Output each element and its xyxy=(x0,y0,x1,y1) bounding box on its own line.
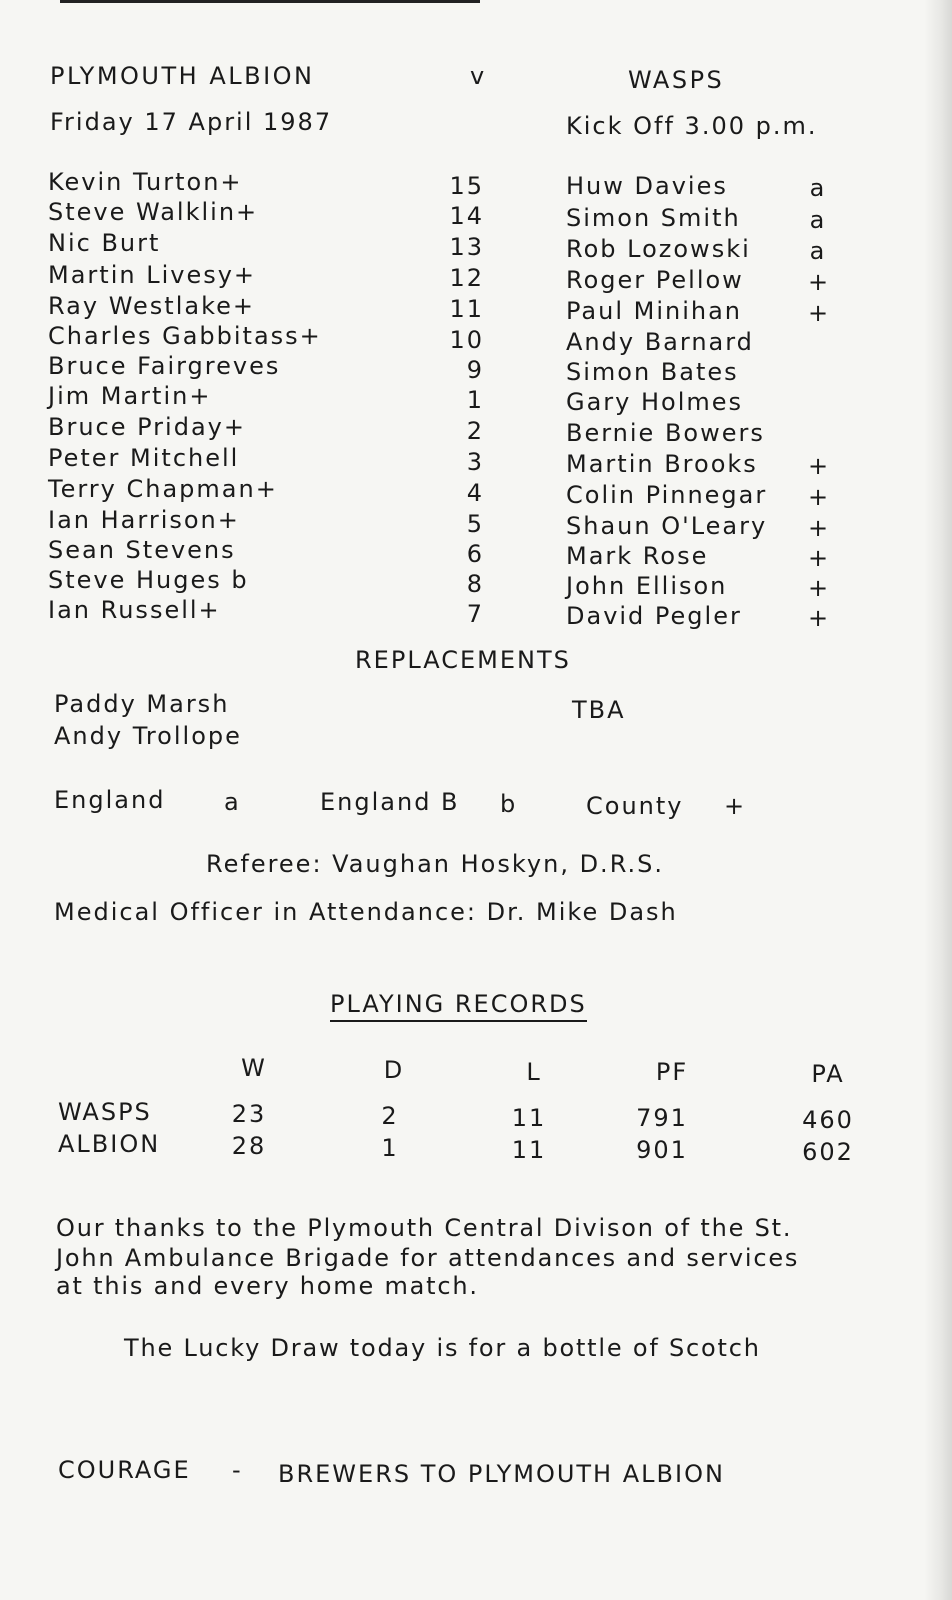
record-drawn: 1 xyxy=(381,1134,399,1162)
col-header-drawn: D xyxy=(383,1056,405,1084)
away-player: Paul Minihan xyxy=(566,297,742,325)
match-date: Friday 17 April 1987 xyxy=(50,108,333,136)
position-number: 9 xyxy=(466,356,484,384)
position-number: 14 xyxy=(449,202,484,230)
away-player: Shaun O'Leary xyxy=(566,512,768,540)
thanks-line: Our thanks to the Plymouth Central Divison of the St. xyxy=(56,1214,793,1242)
position-number: 15 xyxy=(449,172,484,200)
away-honour-mark: + xyxy=(808,574,831,602)
away-player: Mark Rose xyxy=(566,542,709,570)
home-player: Ian Harrison+ xyxy=(48,506,240,534)
away-player: Roger Pellow xyxy=(566,266,744,294)
home-player: Martin Livesy+ xyxy=(48,261,257,289)
away-honour-mark: + xyxy=(808,299,831,327)
away-honour-mark: + xyxy=(808,452,831,480)
record-drawn: 2 xyxy=(381,1102,399,1130)
record-team: WASPS xyxy=(58,1098,152,1126)
col-header-won: W xyxy=(241,1054,267,1082)
away-player: John Ellison xyxy=(566,572,728,600)
away-honour-mark: + xyxy=(808,544,831,572)
away-player: Simon Smith xyxy=(566,204,741,232)
away-honour-mark: a xyxy=(809,174,827,202)
home-player: Peter Mitchell xyxy=(48,444,240,472)
top-rule xyxy=(60,0,480,3)
position-number: 6 xyxy=(466,540,484,568)
home-team-title: PLYMOUTH ALBION xyxy=(50,62,315,90)
position-number: 13 xyxy=(449,233,484,261)
home-replacement: Paddy Marsh xyxy=(54,690,230,718)
away-honour-mark: + xyxy=(808,514,831,542)
record-points-against: 602 xyxy=(802,1138,854,1166)
position-number: 3 xyxy=(466,448,484,476)
sponsor-text: BREWERS TO PLYMOUTH ALBION xyxy=(278,1460,725,1488)
away-honour-mark: + xyxy=(808,483,831,511)
referee-line: Referee: Vaughan Hoskyn, D.R.S. xyxy=(206,850,664,878)
record-lost: 11 xyxy=(511,1104,547,1132)
record-points-for: 901 xyxy=(636,1136,688,1164)
away-player: Andy Barnard xyxy=(566,328,754,356)
record-points-against: 460 xyxy=(802,1106,854,1134)
home-player: Jim Martin+ xyxy=(48,382,212,410)
position-number: 12 xyxy=(449,264,484,292)
away-player: Colin Pinnegar xyxy=(566,481,768,509)
record-team: ALBION xyxy=(58,1130,161,1158)
home-player: Kevin Turton+ xyxy=(48,168,243,196)
page-edge-shadow xyxy=(924,0,952,1600)
home-player: Charles Gabbitass+ xyxy=(48,322,322,350)
away-team-title: WASPS xyxy=(628,66,725,94)
legend-county: County xyxy=(586,792,684,820)
away-player: Martin Brooks xyxy=(566,450,758,478)
away-player: Simon Bates xyxy=(566,358,739,386)
record-points-for: 791 xyxy=(636,1104,688,1132)
home-player: Bruce Priday+ xyxy=(48,413,246,441)
position-number: 4 xyxy=(466,479,484,507)
col-header-points-against: PA xyxy=(811,1060,845,1088)
position-number: 1 xyxy=(466,386,484,414)
away-player: Bernie Bowers xyxy=(566,419,765,447)
sponsor-dash: - xyxy=(232,1456,243,1484)
away-player: David Pegler xyxy=(566,602,742,630)
col-header-points-for: PF xyxy=(655,1058,689,1086)
home-player: Ray Westlake+ xyxy=(48,292,255,320)
away-honour-mark: + xyxy=(808,604,831,632)
position-number: 11 xyxy=(449,295,484,323)
away-player: Huw Davies xyxy=(566,172,728,200)
col-header-lost: L xyxy=(526,1058,542,1086)
versus-label: v xyxy=(470,62,487,90)
legend-england-b: England B xyxy=(320,788,460,816)
position-number: 10 xyxy=(449,326,484,354)
legend-england: England xyxy=(54,786,166,814)
record-won: 23 xyxy=(231,1100,267,1128)
home-player: Sean Stevens xyxy=(48,536,236,564)
legend-england-mark: a xyxy=(224,788,241,816)
home-player: Ian Russell+ xyxy=(48,596,221,624)
thanks-line: at this and every home match. xyxy=(56,1272,479,1300)
home-player: Steve Huges b xyxy=(48,566,249,594)
home-replacement: Andy Trollope xyxy=(54,722,242,750)
record-lost: 11 xyxy=(511,1136,547,1164)
kickoff-time: Kick Off 3.00 p.m. xyxy=(566,112,818,140)
lucky-draw-notice: The Lucky Draw today is for a bottle of Scotch xyxy=(124,1334,761,1362)
legend-england-b-mark: b xyxy=(500,790,518,818)
home-player: Bruce Fairgreves xyxy=(48,352,281,380)
position-number: 2 xyxy=(466,417,484,445)
home-player: Nic Burt xyxy=(48,229,161,257)
away-honour-mark: a xyxy=(809,206,827,234)
record-won: 28 xyxy=(231,1132,267,1160)
position-number: 7 xyxy=(466,600,484,628)
replacements-heading: REPLACEMENTS xyxy=(355,646,571,674)
legend-county-mark: + xyxy=(724,792,747,820)
away-honour-mark: a xyxy=(809,237,827,265)
away-player: Rob Lozowski xyxy=(566,235,751,263)
home-player: Terry Chapman+ xyxy=(48,475,278,503)
away-replacement: TBA xyxy=(572,696,626,724)
away-honour-mark: + xyxy=(808,268,831,296)
away-player: Gary Holmes xyxy=(566,388,744,416)
position-number: 8 xyxy=(466,570,484,598)
home-player: Steve Walklin+ xyxy=(48,198,259,226)
playing-records-heading: PLAYING RECORDS xyxy=(330,990,587,1022)
position-number: 5 xyxy=(466,510,484,538)
medical-officer-line: Medical Officer in Attendance: Dr. Mike Dash xyxy=(54,898,678,926)
sponsor-brand: COURAGE xyxy=(58,1456,191,1484)
thanks-line: John Ambulance Brigade for attendances and services xyxy=(56,1244,800,1272)
